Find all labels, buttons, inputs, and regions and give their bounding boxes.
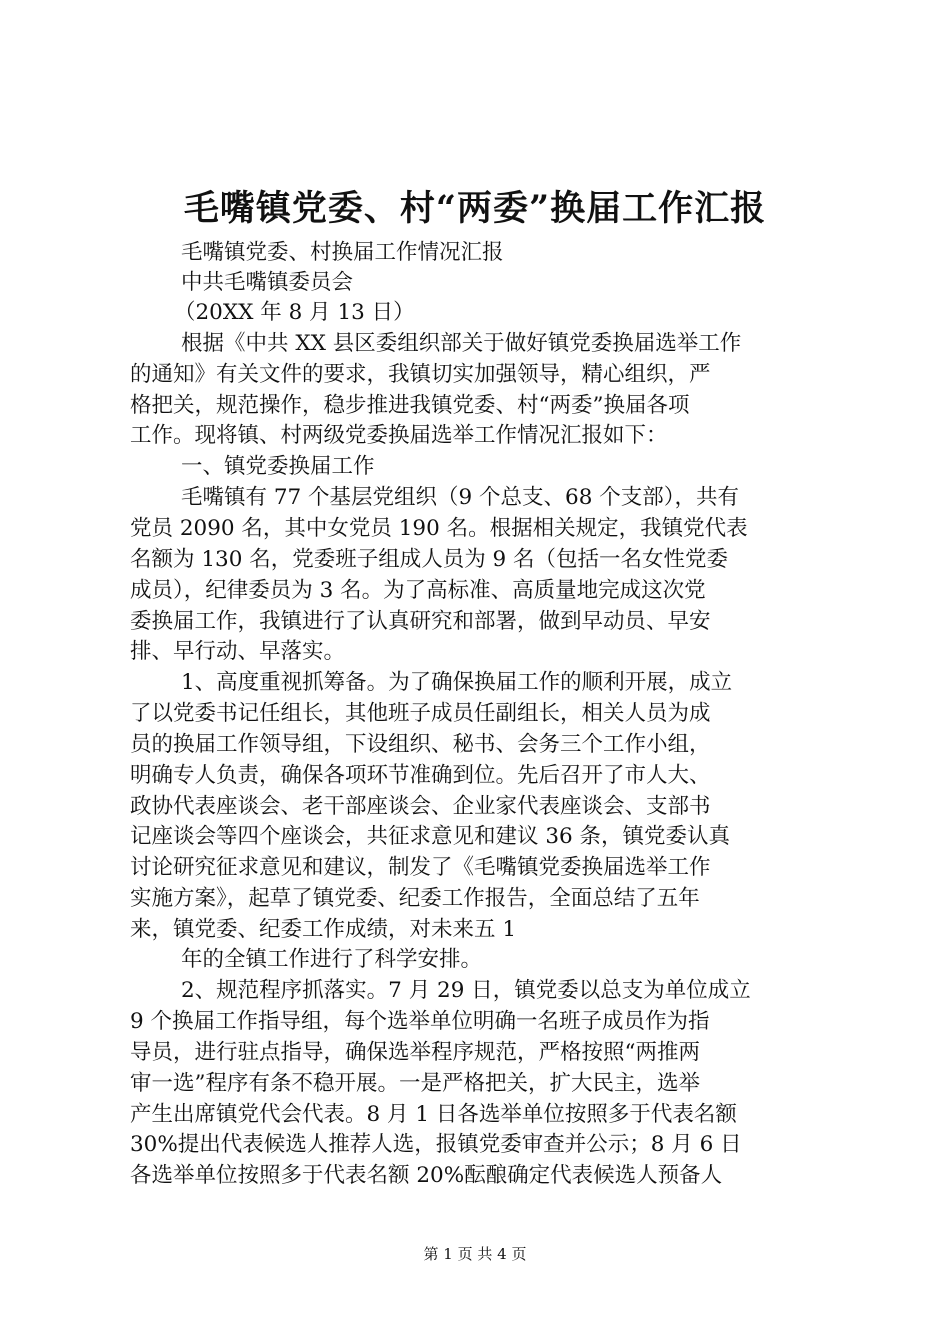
body-line: 了以党委书记任组长，其他班子成员任副组长，相关人员为成 <box>130 701 711 726</box>
body-line: 毛嘴镇有 77 个基层党组织（9 个总支、68 个支部），共有 <box>181 485 739 510</box>
body-line: 委换届工作，我镇进行了认真研究和部署，做到早动员、早安 <box>130 609 711 634</box>
body-line: 2、规范程序抓落实。7 月 29 日，镇党委以总支为单位成立 <box>181 978 751 1003</box>
body-line: 工作。现将镇、村两级党委换届选举工作情况汇报如下： <box>130 423 668 448</box>
body-line: 1、高度重视抓筹备。为了确保换届工作的顺利开展，成立 <box>181 670 733 695</box>
body-line: 格把关，规范操作，稳步推进我镇党委、村“两委”换届各项 <box>130 393 690 418</box>
body-line: 政协代表座谈会、老干部座谈会、企业家代表座谈会、支部书 <box>130 794 711 819</box>
subtitle-line: 毛嘴镇党委、村换届工作情况汇报 <box>181 240 504 265</box>
body-line: 产生出席镇党代会代表。8 月 1 日各选举单位按照多于代表名额 <box>130 1102 737 1127</box>
body-line: 根据《中共 XX 县区委组织部关于做好镇党委换届选举工作 <box>181 331 742 356</box>
body-line: 明确专人负责，确保各项环节准确到位。先后召开了市人大、 <box>130 763 711 788</box>
page-footer: 第 1 页 共 4 页 <box>423 1245 527 1263</box>
document-title: 毛嘴镇党委、村“两委”换届工作汇报 <box>183 188 767 229</box>
body-line: 9 个换届工作指导组，每个选举单位明确一名班子成员作为指 <box>130 1009 710 1034</box>
body-line: 记座谈会等四个座谈会，共征求意见和建议 36 条，镇党委认真 <box>130 824 731 849</box>
section-heading: 一、镇党委换届工作 <box>181 454 375 479</box>
body-line: 审一选”程序有条不稳开展。一是严格把关，扩大民主，选举 <box>130 1071 700 1096</box>
body-line: 员的换届工作领导组，下设组织、秘书、会务三个工作小组， <box>130 732 711 757</box>
body-line: 成员），纪律委员为 3 名。为了高标准、高质量地完成这次党 <box>130 578 706 603</box>
body-line: 党员 2090 名，其中女党员 190 名。根据相关规定，我镇党代表 <box>130 516 748 541</box>
body-line: 来，镇党委、纪委工作成绩，对未来五 1 <box>130 917 517 942</box>
body-line: 30%提出代表候选人推荐人选，报镇党委审查并公示；8 月 6 日 <box>130 1132 742 1157</box>
body-line: 导员，进行驻点指导，确保选举程序规范，严格按照“两推两 <box>130 1040 700 1065</box>
body-line: 的通知》有关文件的要求，我镇切实加强领导，精心组织，严 <box>130 362 711 387</box>
body-line: 各选举单位按照多于代表名额 20%酝酿确定代表候选人预备人 <box>130 1163 723 1188</box>
issuer-line: 中共毛嘴镇委员会 <box>181 270 354 295</box>
body-line: 名额为 130 名，党委班子组成人员为 9 名（包括一名女性党委 <box>130 547 729 572</box>
body-line: 年的全镇工作进行了科学安排。 <box>181 947 483 972</box>
body-line: 排、早行动、早落实。 <box>130 639 346 664</box>
body-line: 实施方案》，起草了镇党委、纪委工作报告，全面总结了五年 <box>130 886 700 911</box>
body-line: 讨论研究征求意见和建议，制发了《毛嘴镇党委换届选举工作 <box>130 855 711 880</box>
date-line: （20XX 年 8 月 13 日） <box>174 300 415 325</box>
